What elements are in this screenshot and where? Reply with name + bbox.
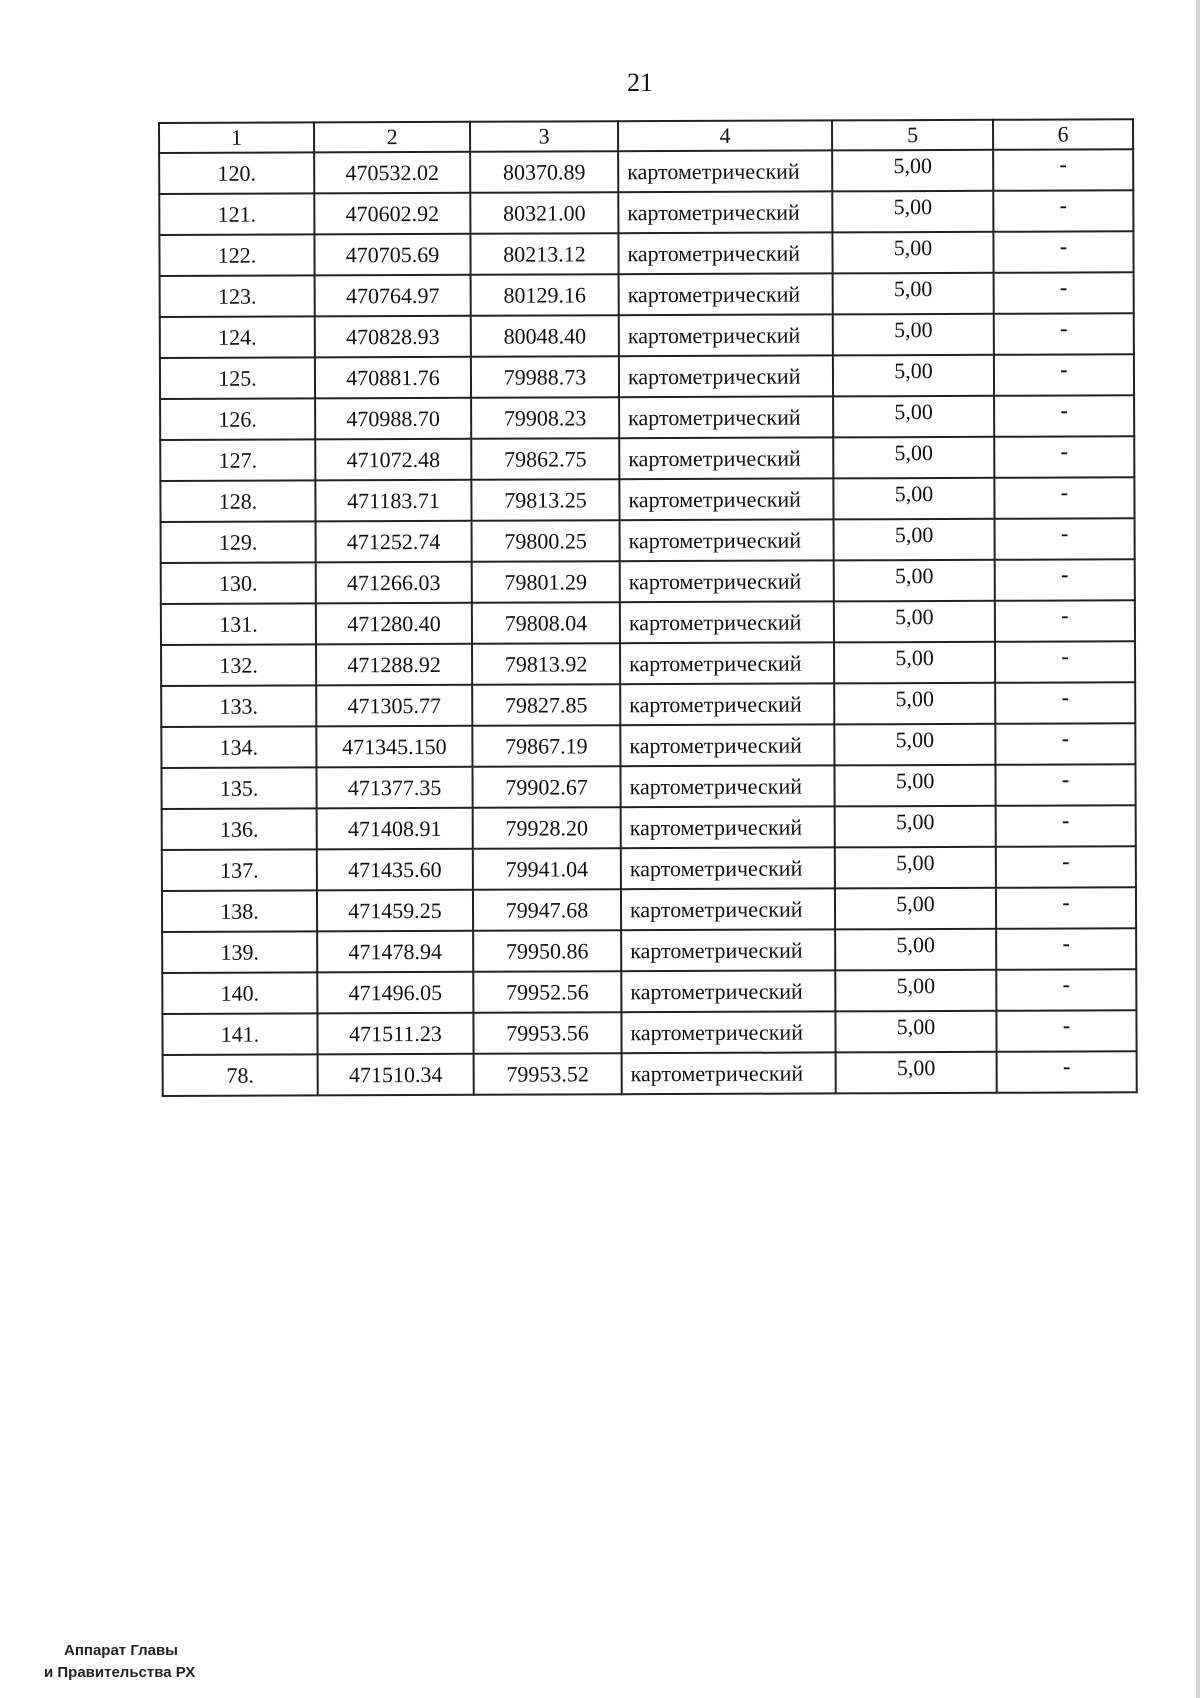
y-coordinate-cell: 79953.56 bbox=[473, 1012, 621, 1054]
note-cell: - bbox=[994, 272, 1134, 314]
x-coordinate-cell: 471345.150 bbox=[316, 726, 472, 768]
table-row bbox=[163, 1051, 1137, 1096]
x-coordinate-cell: 470602.92 bbox=[314, 193, 470, 235]
page-number: 21 bbox=[627, 68, 653, 97]
point-number-cell: 124. bbox=[160, 316, 315, 358]
table-row bbox=[161, 518, 1135, 563]
table-row bbox=[160, 354, 1134, 399]
method-cell: картометрический bbox=[618, 150, 832, 192]
accuracy-cell: 5,00 bbox=[836, 1052, 997, 1094]
table-row bbox=[161, 600, 1135, 645]
table-row bbox=[160, 477, 1134, 522]
accuracy-cell: 5,00 bbox=[833, 478, 994, 520]
method-cell: картометрический bbox=[621, 806, 835, 848]
accuracy-cell: 5,00 bbox=[835, 888, 996, 930]
y-coordinate-cell: 79988.73 bbox=[471, 356, 619, 398]
x-coordinate-cell: 470828.93 bbox=[315, 316, 471, 358]
table-row bbox=[160, 436, 1134, 481]
point-number-cell: 129. bbox=[161, 521, 316, 563]
header-cell: 1 bbox=[159, 122, 314, 153]
table-row bbox=[160, 272, 1134, 317]
accuracy-cell: 5,00 bbox=[834, 519, 995, 561]
accuracy-cell: 5,00 bbox=[832, 232, 993, 274]
y-coordinate-cell: 79928.20 bbox=[473, 807, 621, 849]
accuracy-cell: 5,00 bbox=[832, 150, 993, 192]
accuracy-cell: 5,00 bbox=[833, 396, 994, 438]
method-cell: картометрический bbox=[620, 683, 834, 725]
y-coordinate-cell: 80321.00 bbox=[470, 192, 618, 234]
method-cell: картометрический bbox=[621, 970, 835, 1012]
x-coordinate-cell: 470988.70 bbox=[315, 398, 471, 440]
point-number-cell: 125. bbox=[160, 357, 315, 399]
accuracy-cell: 5,00 bbox=[834, 765, 995, 807]
header-cell: 2 bbox=[314, 122, 470, 153]
note-cell: - bbox=[994, 395, 1134, 437]
x-coordinate-cell: 471266.03 bbox=[316, 562, 472, 604]
point-number-cell: 126. bbox=[160, 398, 315, 440]
note-cell: - bbox=[997, 1051, 1137, 1093]
table-row bbox=[160, 313, 1134, 358]
note-cell: - bbox=[996, 928, 1136, 970]
point-number-cell: 130. bbox=[161, 562, 316, 604]
method-cell: картометрический bbox=[619, 437, 833, 479]
note-cell: - bbox=[995, 641, 1135, 683]
method-cell: картометрический bbox=[620, 765, 834, 807]
point-number-cell: 138. bbox=[162, 890, 317, 932]
method-cell: картометрический bbox=[620, 601, 834, 643]
accuracy-cell: 5,00 bbox=[835, 929, 996, 971]
point-number-cell: 133. bbox=[161, 685, 316, 727]
x-coordinate-cell: 471510.34 bbox=[318, 1054, 474, 1096]
point-number-cell: 128. bbox=[160, 480, 315, 522]
table-row bbox=[162, 969, 1136, 1014]
note-cell: - bbox=[994, 354, 1134, 396]
y-coordinate-cell: 79801.29 bbox=[472, 561, 620, 603]
y-coordinate-cell: 79808.04 bbox=[472, 602, 620, 644]
table-row bbox=[162, 928, 1136, 973]
y-coordinate-cell: 79813.92 bbox=[472, 643, 620, 685]
accuracy-cell: 5,00 bbox=[834, 601, 995, 643]
accuracy-cell: 5,00 bbox=[835, 1011, 996, 1053]
accuracy-cell: 5,00 bbox=[833, 314, 994, 356]
page-edge bbox=[1196, 0, 1200, 1698]
header-cell: 5 bbox=[832, 120, 993, 151]
x-coordinate-cell: 471478.94 bbox=[317, 931, 473, 973]
accuracy-cell: 5,00 bbox=[833, 437, 994, 479]
method-cell: картометрический bbox=[619, 355, 833, 397]
note-cell: - bbox=[996, 805, 1136, 847]
method-cell: картометрический bbox=[622, 1052, 836, 1094]
stamp bbox=[44, 1640, 195, 1684]
note-cell: - bbox=[993, 149, 1133, 191]
note-cell: - bbox=[996, 969, 1136, 1011]
y-coordinate-cell: 79952.56 bbox=[473, 971, 621, 1013]
x-coordinate-cell: 471280.40 bbox=[316, 603, 472, 645]
point-number-cell: 141. bbox=[162, 1013, 317, 1055]
note-cell: - bbox=[996, 887, 1136, 929]
note-cell: - bbox=[994, 477, 1134, 519]
x-coordinate-cell: 471288.92 bbox=[316, 644, 472, 686]
table-row bbox=[159, 149, 1133, 194]
accuracy-cell: 5,00 bbox=[835, 806, 996, 848]
table-header-row bbox=[159, 119, 1133, 153]
accuracy-cell: 5,00 bbox=[832, 191, 993, 233]
y-coordinate-cell: 79827.85 bbox=[472, 684, 620, 726]
method-cell: картометрический bbox=[621, 929, 835, 971]
x-coordinate-cell: 471377.35 bbox=[316, 767, 472, 809]
table-row bbox=[161, 723, 1135, 768]
table-row bbox=[162, 887, 1136, 932]
accuracy-cell: 5,00 bbox=[834, 560, 995, 602]
x-coordinate-cell: 471459.25 bbox=[317, 890, 473, 932]
note-cell: - bbox=[995, 600, 1135, 642]
x-coordinate-cell: 471496.05 bbox=[317, 972, 473, 1014]
note-cell: - bbox=[995, 723, 1135, 765]
note-cell: - bbox=[995, 518, 1135, 560]
table-row bbox=[161, 764, 1135, 809]
accuracy-cell: 5,00 bbox=[834, 724, 995, 766]
accuracy-cell: 5,00 bbox=[833, 273, 994, 315]
table-row bbox=[160, 395, 1134, 440]
point-number-cell: 132. bbox=[161, 644, 316, 686]
method-cell: картометрический bbox=[619, 478, 833, 520]
point-number-cell: 139. bbox=[162, 931, 317, 973]
note-cell: - bbox=[995, 764, 1135, 806]
y-coordinate-cell: 79902.67 bbox=[472, 766, 620, 808]
header-cell: 6 bbox=[993, 119, 1133, 150]
table-row bbox=[161, 559, 1135, 604]
note-cell: - bbox=[996, 1010, 1136, 1052]
y-coordinate-cell: 79953.52 bbox=[474, 1053, 622, 1095]
method-cell: картометрический bbox=[620, 560, 834, 602]
y-coordinate-cell: 80129.16 bbox=[471, 274, 619, 316]
x-coordinate-cell: 471408.91 bbox=[317, 808, 473, 850]
table-row bbox=[161, 641, 1135, 686]
x-coordinate-cell: 471252.74 bbox=[316, 521, 472, 563]
header-cell: 4 bbox=[618, 120, 832, 151]
table-row bbox=[162, 846, 1136, 891]
y-coordinate-cell: 79800.25 bbox=[472, 520, 620, 562]
accuracy-cell: 5,00 bbox=[835, 970, 996, 1012]
point-number-cell: 121. bbox=[159, 193, 314, 235]
coordinates-table bbox=[158, 118, 1138, 1097]
accuracy-cell: 5,00 bbox=[834, 683, 995, 725]
x-coordinate-cell: 471511.23 bbox=[317, 1013, 473, 1055]
coordinates-table-wrapper bbox=[158, 118, 1138, 1097]
table-row bbox=[162, 1010, 1136, 1055]
note-cell: - bbox=[993, 231, 1133, 273]
x-coordinate-cell: 471072.48 bbox=[315, 439, 471, 481]
method-cell: картометрический bbox=[620, 519, 834, 561]
note-cell: - bbox=[994, 313, 1134, 355]
point-number-cell: 123. bbox=[160, 275, 315, 317]
y-coordinate-cell: 79947.68 bbox=[473, 889, 621, 931]
x-coordinate-cell: 471435.60 bbox=[317, 849, 473, 891]
point-number-cell: 135. bbox=[161, 767, 316, 809]
method-cell: картометрический bbox=[621, 888, 835, 930]
x-coordinate-cell: 470881.76 bbox=[315, 357, 471, 399]
accuracy-cell: 5,00 bbox=[835, 847, 996, 889]
note-cell: - bbox=[994, 436, 1134, 478]
y-coordinate-cell: 79862.75 bbox=[471, 438, 619, 480]
note-cell: - bbox=[995, 559, 1135, 601]
point-number-cell: 127. bbox=[160, 439, 315, 481]
note-cell: - bbox=[995, 682, 1135, 724]
x-coordinate-cell: 470705.69 bbox=[314, 234, 470, 276]
y-coordinate-cell: 79813.25 bbox=[471, 479, 619, 521]
method-cell: картометрический bbox=[618, 191, 832, 233]
method-cell: картометрический bbox=[621, 1011, 835, 1053]
method-cell: картометрический bbox=[620, 642, 834, 684]
method-cell: картометрический bbox=[618, 232, 832, 274]
method-cell: картометрический bbox=[619, 396, 833, 438]
y-coordinate-cell: 79941.04 bbox=[473, 848, 621, 890]
x-coordinate-cell: 470532.02 bbox=[314, 152, 470, 194]
point-number-cell: 78. bbox=[163, 1054, 318, 1096]
accuracy-cell: 5,00 bbox=[833, 355, 994, 397]
table-row bbox=[162, 805, 1136, 850]
note-cell: - bbox=[993, 190, 1133, 232]
point-number-cell: 120. bbox=[159, 152, 314, 194]
stamp-line-1: Аппарат Главы bbox=[64, 1642, 178, 1659]
point-number-cell: 131. bbox=[161, 603, 316, 645]
x-coordinate-cell: 471305.77 bbox=[316, 685, 472, 727]
method-cell: картометрический bbox=[621, 847, 835, 889]
y-coordinate-cell: 80370.89 bbox=[470, 151, 618, 193]
accuracy-cell: 5,00 bbox=[834, 642, 995, 684]
y-coordinate-cell: 79867.19 bbox=[472, 725, 620, 767]
table-row bbox=[161, 682, 1135, 727]
point-number-cell: 136. bbox=[162, 808, 317, 850]
x-coordinate-cell: 470764.97 bbox=[315, 275, 471, 317]
table-row bbox=[159, 231, 1133, 276]
y-coordinate-cell: 80048.40 bbox=[471, 315, 619, 357]
point-number-cell: 122. bbox=[159, 234, 314, 276]
method-cell: картометрический bbox=[619, 273, 833, 315]
table-row bbox=[159, 190, 1133, 235]
y-coordinate-cell: 80213.12 bbox=[470, 233, 618, 275]
y-coordinate-cell: 79908.23 bbox=[471, 397, 619, 439]
stamp-line-2: и Правительства РХ bbox=[44, 1664, 196, 1681]
point-number-cell: 134. bbox=[161, 726, 316, 768]
point-number-cell: 140. bbox=[162, 972, 317, 1014]
x-coordinate-cell: 471183.71 bbox=[315, 480, 471, 522]
point-number-cell: 137. bbox=[162, 849, 317, 891]
note-cell: - bbox=[996, 846, 1136, 888]
header-cell: 3 bbox=[470, 121, 618, 152]
method-cell: картометрический bbox=[620, 724, 834, 766]
y-coordinate-cell: 79950.86 bbox=[473, 930, 621, 972]
method-cell: картометрический bbox=[619, 314, 833, 356]
